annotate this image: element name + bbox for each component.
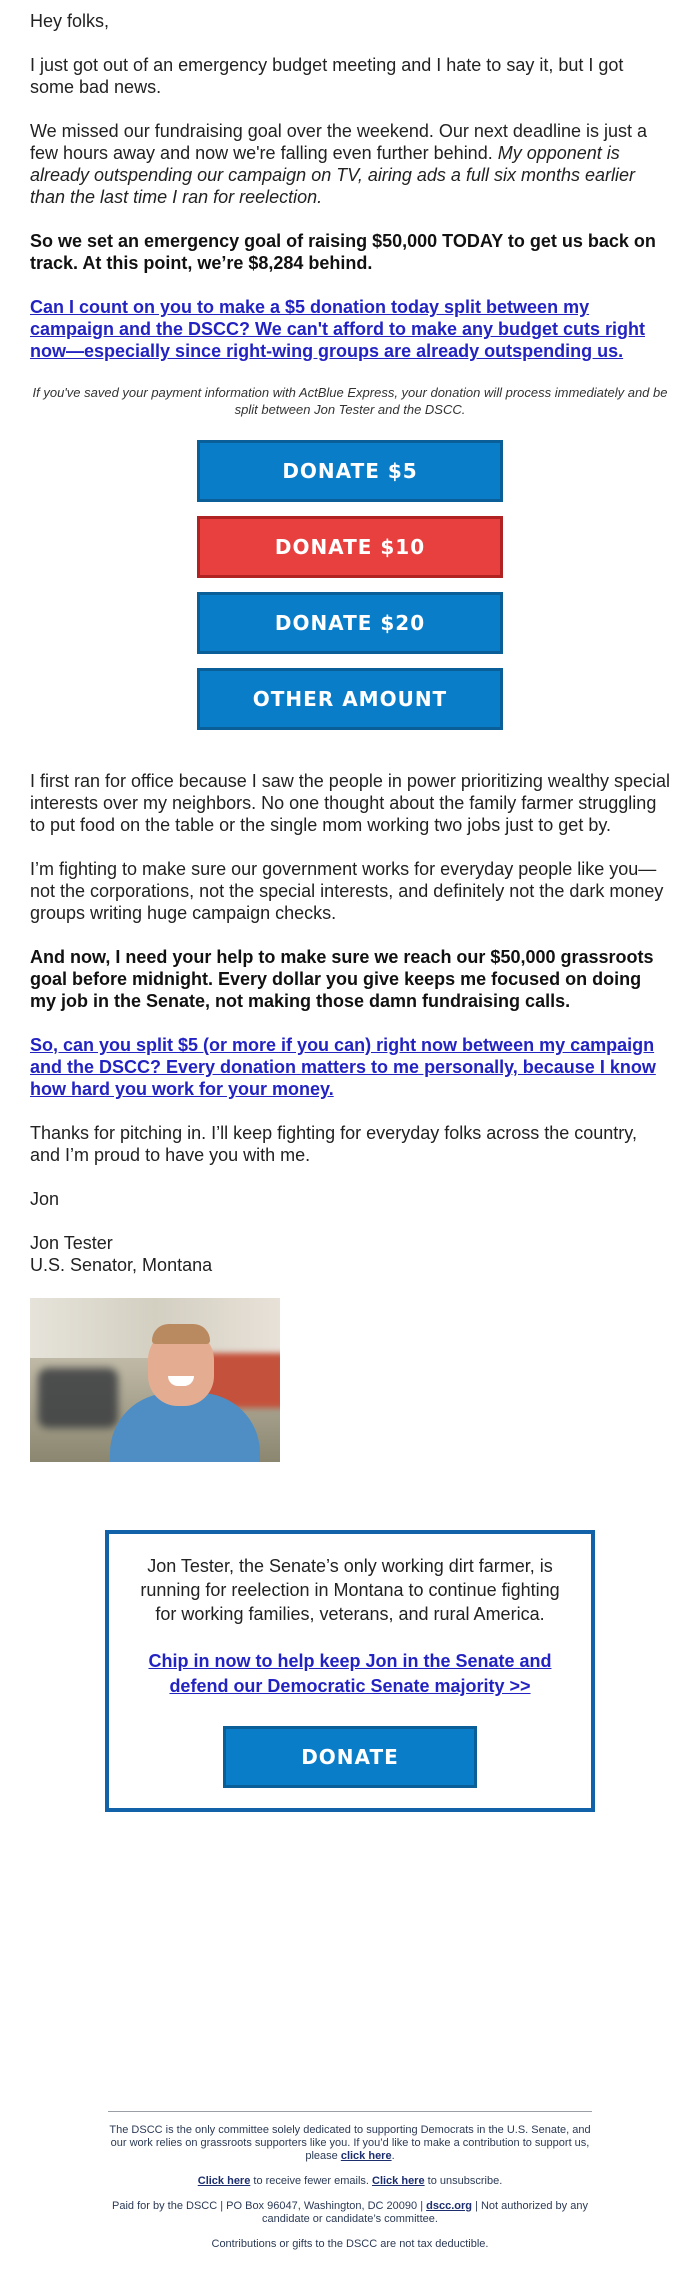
paragraph-emergency-goal: So we set an emergency goal of raising $50,000 TODAY to get us back on track. At this point, we’re $8,284 behind. xyxy=(30,231,656,273)
paragraph-first-ran: I first ran for office because I saw the people in power prioritizing wealthy special interests over my neighbors. No one thought about the family farmer struggling to put food on the table or the single mom working two jobs just to get by. xyxy=(30,771,670,835)
footer-about-end: . xyxy=(391,2150,395,2162)
unsubscribe-text: to unsubscribe. xyxy=(424,2175,503,2187)
paragraph-split-link xyxy=(30,1034,670,1100)
signature-first-name: Jon xyxy=(30,1189,60,1209)
donate-10-button[interactable]: DONATE $10 xyxy=(197,516,503,578)
footer xyxy=(108,2111,592,2263)
paragraph-donate-link xyxy=(30,296,670,362)
signature-name: Jon Tester xyxy=(30,1233,113,1253)
paid-for-text: Paid for by the DSCC | PO Box 96047, Washington, DC 20090 | xyxy=(112,2200,427,2212)
paragraph-grassroots-goal: And now, I need your help to make sure we reach our $50,000 grassroots goal before midnight. Every dollar you give keeps me focused on doing my job in the Senate, not making those damn fundraising calls. xyxy=(30,947,654,1011)
jon-tester-photo xyxy=(30,1298,280,1462)
outspending-text: My opponent is already outspending our campaign on TV, airing ads a full six months earlier than the last time I ran for reelection. xyxy=(30,143,635,207)
dscc-site-link[interactable]: dscc.org xyxy=(426,2200,472,2212)
footer-paid-for xyxy=(108,2200,592,2226)
signature-title: U.S. Senator, Montana xyxy=(30,1255,213,1275)
reelection-link-paragraph xyxy=(139,1650,561,1700)
signature-block xyxy=(30,1232,670,1276)
footer-about xyxy=(108,2124,592,2163)
actblue-note: If you've saved your payment information with ActBlue Express, your donation will process immediately and be split between Jon Tester and the DSCC. xyxy=(32,385,668,417)
contribute-link[interactable]: click here xyxy=(340,2150,392,2162)
fewer-emails-link[interactable]: Click here xyxy=(197,2175,251,2187)
chip-in-link[interactable]: Chip in now to help keep Jon in the Senate and defend our Democratic Senate majority >> xyxy=(148,1651,552,1696)
paragraph-thanks: Thanks for pitching in. I’ll keep fighting for everyday folks across the country, and I’m proud to have you with me. xyxy=(30,1123,637,1165)
donate-button[interactable]: DONATE xyxy=(223,1726,477,1788)
footer-email-prefs xyxy=(108,2175,592,2188)
footer-about-text: The DSCC is the only committee solely dedicated to supporting Democrats in the U.S. Senate, and our work relies on grassroots supporters like you. If you’d like to make a contribution to support us, please xyxy=(109,2124,591,2162)
paragraph-fighting: I’m fighting to make sure our government works for everyday people like you—not the corporations, not the special interests, and definitely not the dark money groups writing huge campaign checks. xyxy=(30,859,664,923)
donate-5-button[interactable]: DONATE $5 xyxy=(197,440,503,502)
reelection-box xyxy=(105,1530,595,1812)
footer-tax: Contributions or gifts to the DSCC are not tax deductible. xyxy=(211,2238,489,2250)
fewer-emails-text: to receive fewer emails. xyxy=(250,2175,372,2187)
paid-for-end: | Not authorized by any candidate or candidate’s committee. xyxy=(262,2200,588,2225)
reelection-text: Jon Tester, the Senate’s only working dirt farmer, is running for reelection in Montana to continue fighting for working families, veterans, and rural America. xyxy=(140,1556,560,1624)
donation-buttons xyxy=(30,440,670,744)
greeting: Hey folks, xyxy=(30,11,110,31)
donate-20-button[interactable]: DONATE $20 xyxy=(197,592,503,654)
split-5-link[interactable]: So, can you split $5 (or more if you can) right now between my campaign and the DSCC? Every donation matters to me personally, because I know how hard you work for your money. xyxy=(30,1035,656,1099)
paragraph-missed-goal xyxy=(30,120,670,208)
unsubscribe-link[interactable]: Click here xyxy=(372,2175,425,2187)
donate-5-link[interactable]: Can I count on you to make a $5 donation today split between my campaign and the DSCC? We can't afford to make any budget cuts right now—especially since right-wing groups are already outspending us. xyxy=(30,297,646,361)
other-amount-button[interactable]: OTHER AMOUNT xyxy=(197,668,503,730)
missed-goal-text: We missed our fundraising goal over the weekend. Our next deadline is just a few hours away and now we're falling even further behind. xyxy=(30,121,648,163)
paragraph-bad-news: I just got out of an emergency budget meeting and I hate to say it, but I got some bad news. xyxy=(30,55,624,97)
